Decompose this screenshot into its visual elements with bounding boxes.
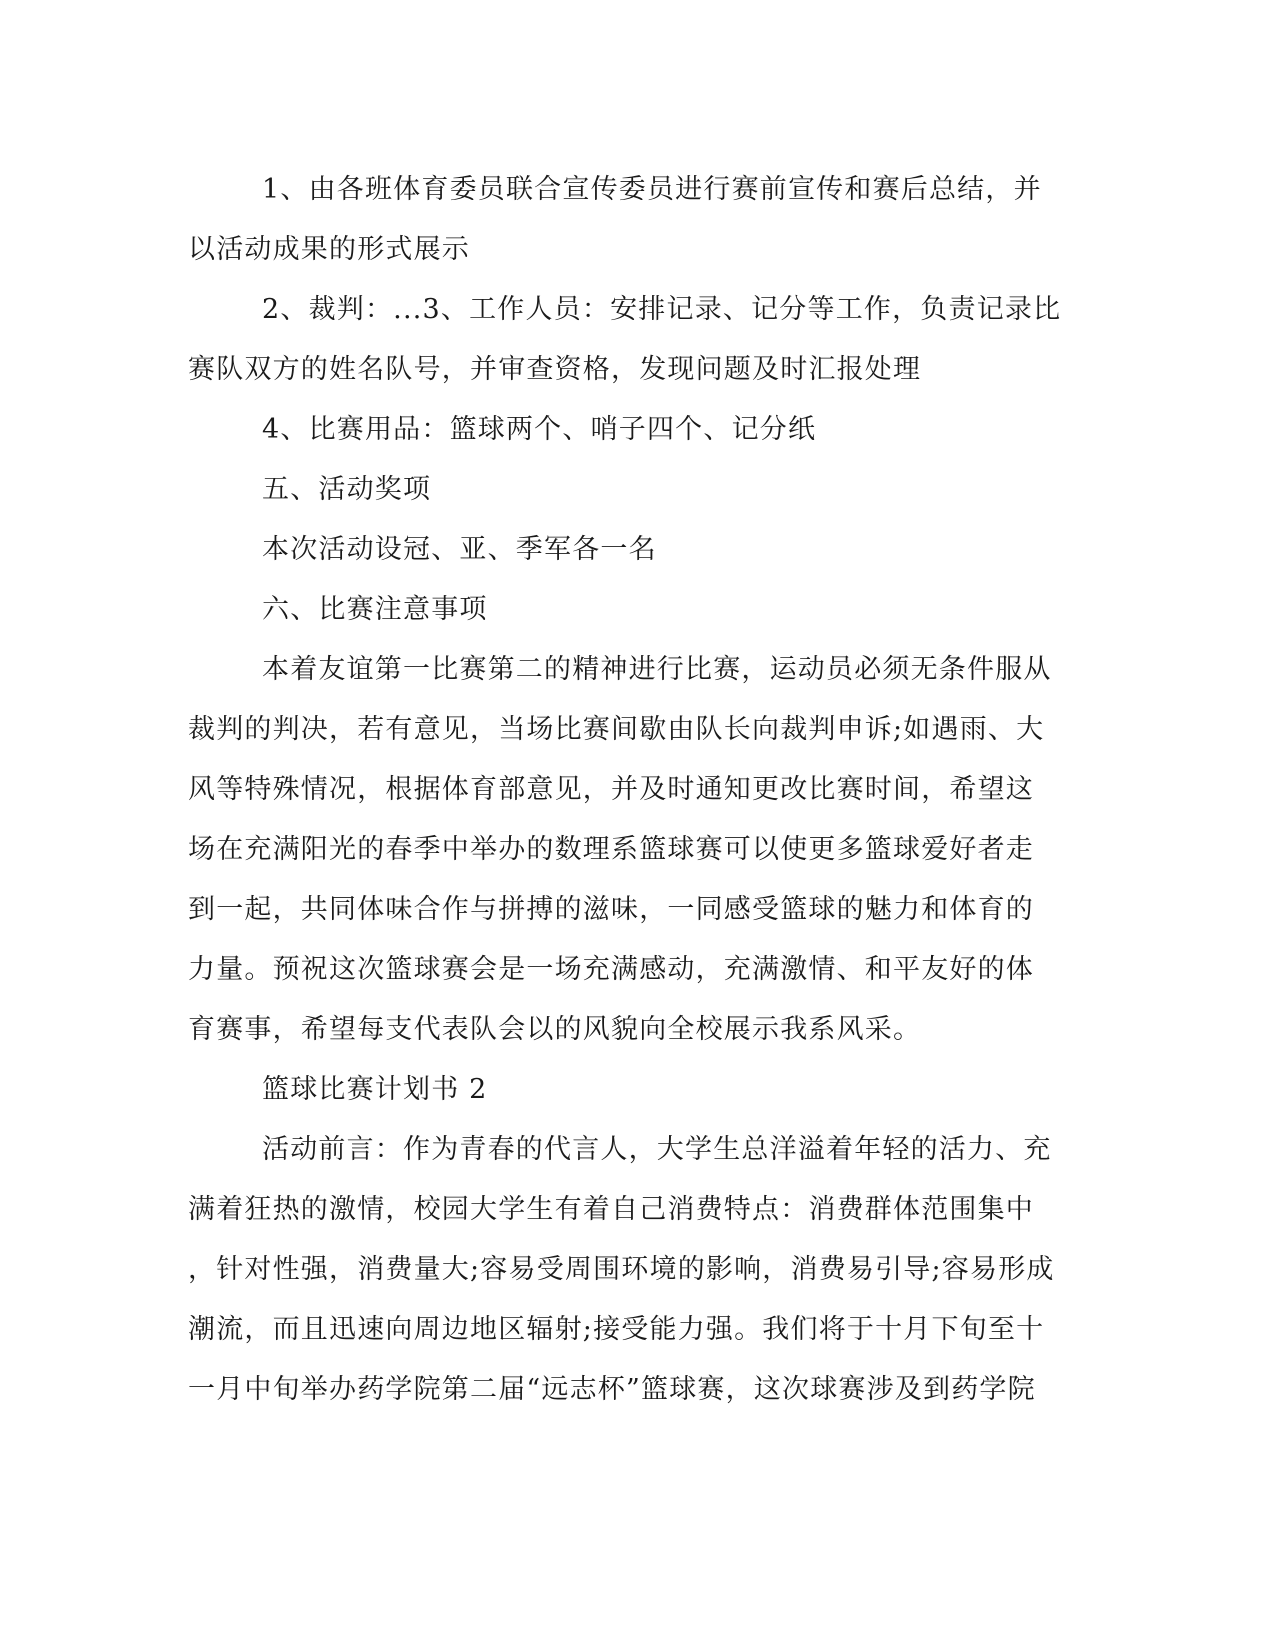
text-line: ，针对性强，消费量大;容易受周围环境的影响，消费易引导;容易形成 [188, 1254, 1055, 1285]
text-line: 力量。预祝这次篮球赛会是一场充满感动，充满激情、和平友好的体 [188, 954, 1034, 985]
text-line: 育赛事，希望每支代表队会以的风貌向全校展示我系风采。 [188, 1014, 922, 1045]
text-line: 裁判的判决，若有意见，当场比赛间歇由队长向裁判申诉;如遇雨、大 [188, 714, 1045, 745]
text-line: 到一起，共同体味合作与拼搏的滋味，一同感受篮球的魅力和体育的 [188, 894, 1034, 925]
text-line: 本着友谊第一比赛第二的精神进行比赛，运动员必须无条件服从 [262, 654, 1052, 685]
text-line: 活动前言：作为青春的代言人，大学生总洋溢着年轻的活力、充 [262, 1134, 1052, 1165]
document-title: 篮球比赛计划书 2 [262, 1074, 488, 1105]
text-line: 潮流，而且迅速向周边地区辐射;接受能力强。我们将于十月下旬至十 [188, 1314, 1045, 1345]
text-line: 1、由各班体育委员联合宣传委员进行赛前宣传和赛后总结，并 [262, 174, 1042, 205]
text-line: 本次活动设冠、亚、季军各一名 [262, 534, 657, 565]
text-line: 满着狂热的激情，校园大学生有着自己消费特点：消费群体范围集中 [188, 1194, 1034, 1225]
document-body [188, 160, 1068, 1420]
text-line: 以活动成果的形式展示 [188, 234, 470, 265]
section-heading: 六、比赛注意事项 [262, 594, 488, 625]
text-line: 赛队双方的姓名队号，并审查资格，发现问题及时汇报处理 [188, 354, 922, 385]
text-line: 一月中旬举办药学院第二届“远志杯”篮球赛，这次球赛涉及到药学院 [188, 1374, 1036, 1405]
text-line: 风等特殊情况，根据体育部意见，并及时通知更改比赛时间，希望这 [188, 774, 1034, 805]
text-line: 场在充满阳光的春季中举办的数理系篮球赛可以使更多篮球爱好者走 [188, 834, 1034, 865]
section-heading: 五、活动奖项 [262, 474, 432, 505]
text-line: 4、比赛用品：篮球两个、哨子四个、记分纸 [262, 414, 817, 445]
text-line: 2、裁判：...3、工作人员：安排记录、记分等工作，负责记录比 [262, 294, 1062, 325]
